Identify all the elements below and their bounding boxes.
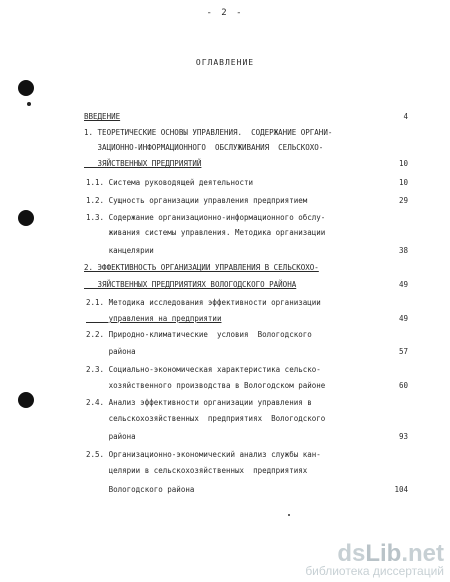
toc-entry-text: района (86, 347, 136, 356)
toc-entry-text: ЗЯЙСТВЕННЫХ ПРЕДПРИЯТИЙ (84, 159, 202, 168)
toc-entry-text: 2. ЭФФЕКТИВНОСТЬ ОРГАНИЗАЦИИ УПРАВЛЕНИЯ В СЕЛЬСКОХО- (84, 263, 319, 272)
page-number: - 2 - (206, 8, 244, 18)
toc-entry-text: 1.2. Сущность организации управления предприятием (86, 196, 308, 205)
toc-entry-page: 10 (398, 178, 408, 187)
toc-entry-text: 2.1. Методика исследования эффективности организации (86, 298, 321, 307)
toc-entry-text: ЗЯЙСТВЕННЫХ ПРЕДПРИЯТИЯХ ВОЛОГОДСКОГО РАЙОНА (84, 280, 297, 289)
toc-entry-text: Вологодского района (86, 485, 195, 494)
toc-entry-text: 2.3. Социально-экономическая характеристика сельско- (86, 365, 321, 374)
toc-entry-text: целярии в сельскохозяйственных предприятиях (86, 466, 308, 475)
toc-entry-text: 2.2. Природно-климатические условия Вологодского (86, 330, 312, 339)
toc-entry-text: ЗАЦИОННО-ИНФОРМАЦИОННОГО ОБСЛУЖИВАНИЯ СЕЛЬСКОХО- (84, 143, 324, 152)
toc-entry-text: управления на предприятии (86, 314, 222, 323)
toc-title: ОГЛАВЛЕНИЕ (195, 58, 255, 67)
binder-hole-icon (18, 80, 34, 96)
watermark-tagline: библиотека диссертаций (305, 564, 444, 578)
toc-entry-text: живания системы управления. Методика организации (86, 228, 326, 237)
toc-entry-page: 60 (398, 381, 408, 390)
toc-entry-page: 4 (403, 112, 408, 121)
toc-entry-page: 29 (398, 196, 408, 205)
toc-entry-page: 49 (398, 280, 408, 289)
toc-entry-text: хозяйственного производства в Вологодском районе (86, 381, 326, 390)
toc-entry-text: 2.5. Организационно-экономический анализ службы кан- (86, 450, 321, 459)
toc-entry-text: ВВЕДЕНИЕ (84, 112, 121, 121)
toc-entry-text: канцелярии (86, 246, 154, 255)
binder-mark-icon (27, 102, 31, 106)
toc-entry-text: 1.3. Содержание организационно-информационного обслу- (86, 213, 326, 222)
toc-entry-text: 1. ТЕОРЕТИЧЕСКИЕ ОСНОВЫ УПРАВЛЕНИЯ. СОДЕРЖАНИЕ ОРГАНИ- (84, 128, 333, 137)
toc-entry-page: 10 (398, 159, 408, 168)
toc-entry-text: 1.1. Система руководящей деятельности (86, 178, 254, 187)
logo-net: .net (401, 540, 444, 567)
logo-lib: Lib (365, 540, 402, 567)
toc-entry-text: сельскохозяйственных предприятиях Вологодского (86, 414, 326, 423)
toc-entry-page: 104 (394, 485, 408, 494)
toc-entry-page: 38 (398, 246, 408, 255)
binder-hole-icon (18, 210, 34, 226)
logo-ds: ds (337, 540, 366, 567)
toc-entry-page: 57 (398, 347, 408, 356)
toc-entry-text: 2.4. Анализ эффективности организации управления в (86, 398, 312, 407)
watermark (305, 540, 444, 578)
binder-hole-icon (18, 392, 34, 408)
toc-entry-page: 49 (398, 314, 408, 323)
toc-entry-text: района (86, 432, 136, 441)
toc-entry-page: 93 (398, 432, 408, 441)
ink-speck (288, 514, 290, 516)
